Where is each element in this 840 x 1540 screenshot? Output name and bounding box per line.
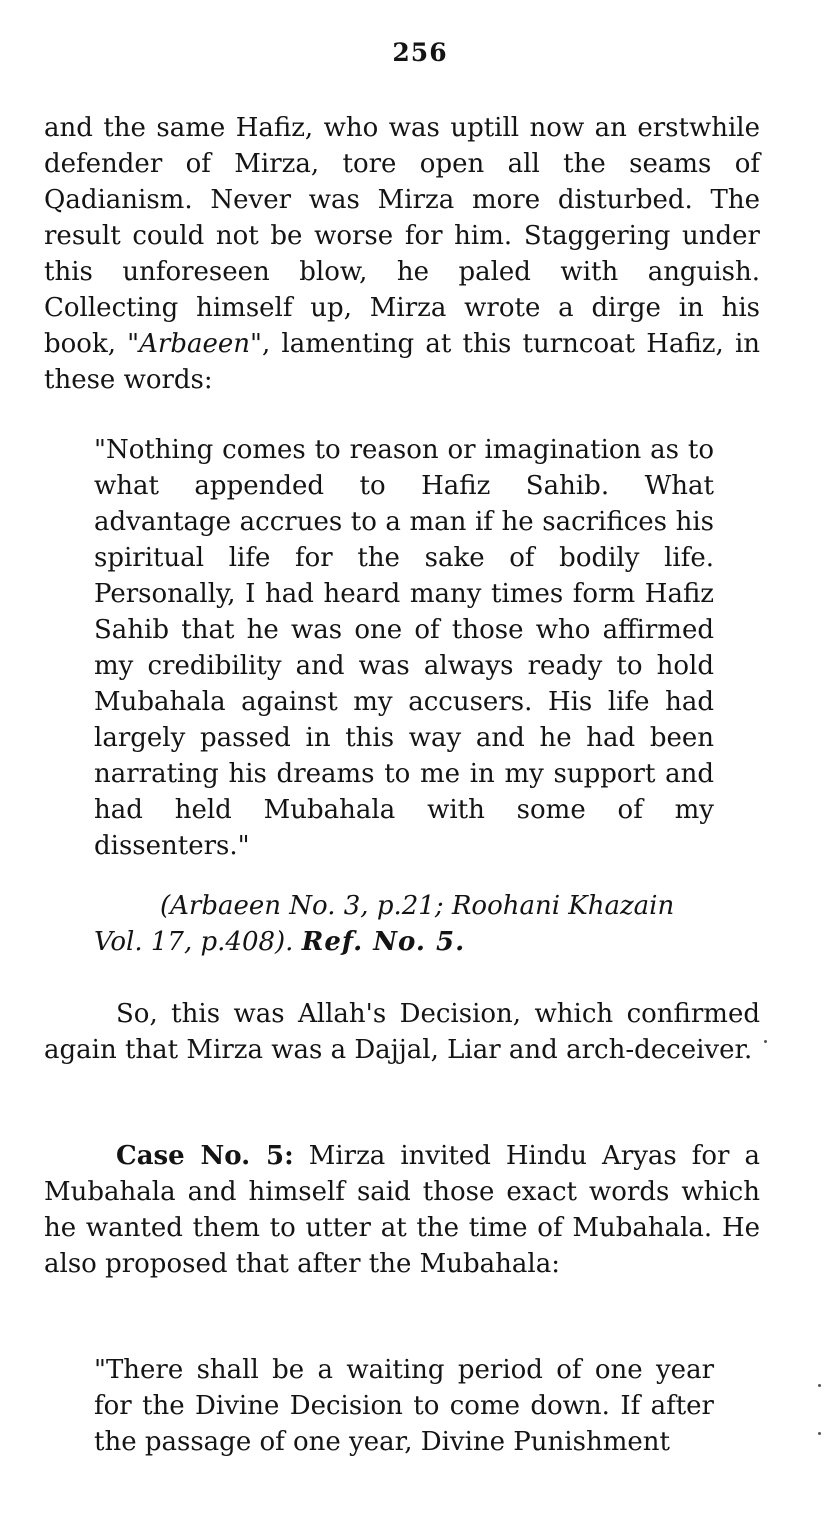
paragraph-1-text-start: and the same Hafiz, who was uptill now an erstwhile defender of Mirza, tore open all the seams of Qadianism. Never was Mirza more disturbed. The result could not be worse for him. Staggering under this unforeseen blow, he paled with anguish. Collecting himself up, Mirza wrote a dirge in his book, <box>44 113 760 359</box>
paragraph-1 <box>44 110 760 398</box>
citation <box>94 888 714 960</box>
citation-line-2: Vol. 17, p.408). <box>94 927 294 957</box>
case-label: Case No. 5: <box>116 1141 294 1171</box>
block-quote-2: "There shall be a waiting period of one year for the Divine Decision to come down. If after the passage of one year, Divine Punishment <box>94 1355 714 1457</box>
paragraph-3-text: Mirza invited Hindu Aryas for a Mubahala and himself said those exact words which he wanted them to utter at the time of Mubahala. He also proposed that after the Mubahala: <box>44 1141 760 1279</box>
scan-speck <box>764 1040 767 1043</box>
page-number: 256 <box>392 38 448 67</box>
paragraph-1-text-end: , lamenting at this turncoat Hafiz, in these words: <box>44 329 761 395</box>
paragraph-3 <box>44 1138 760 1282</box>
book-title-arbaeen: "Arbaeen" <box>127 329 262 359</box>
block-quote-1: "Nothing comes to reason or imagination as to what appended to Hafiz Sahib. What advantage accrues to a man if he sacrifices his spiritual life for the sake of bodily life. Personally, I had heard many times form Hafiz Sahib that he was one of those who affirmed my credibility and was always ready to hold Mubahala against my accusers. His life had largely passed in this way and he had been narrating his dreams to me in my support and had held Mubahala with some of my dissenters." <box>94 435 714 861</box>
reference-number: Ref. No. 5. <box>301 927 466 957</box>
scan-speck <box>818 1384 821 1387</box>
paragraph-2: So, this was Allah's Decision, which confirmed again that Mirza was a Dajjal, Liar and arch-deceiver. <box>44 999 760 1065</box>
citation-line-1: (Arbaeen No. 3, p.21; Roohani Khazain <box>160 891 675 921</box>
scan-speck <box>818 1432 821 1435</box>
